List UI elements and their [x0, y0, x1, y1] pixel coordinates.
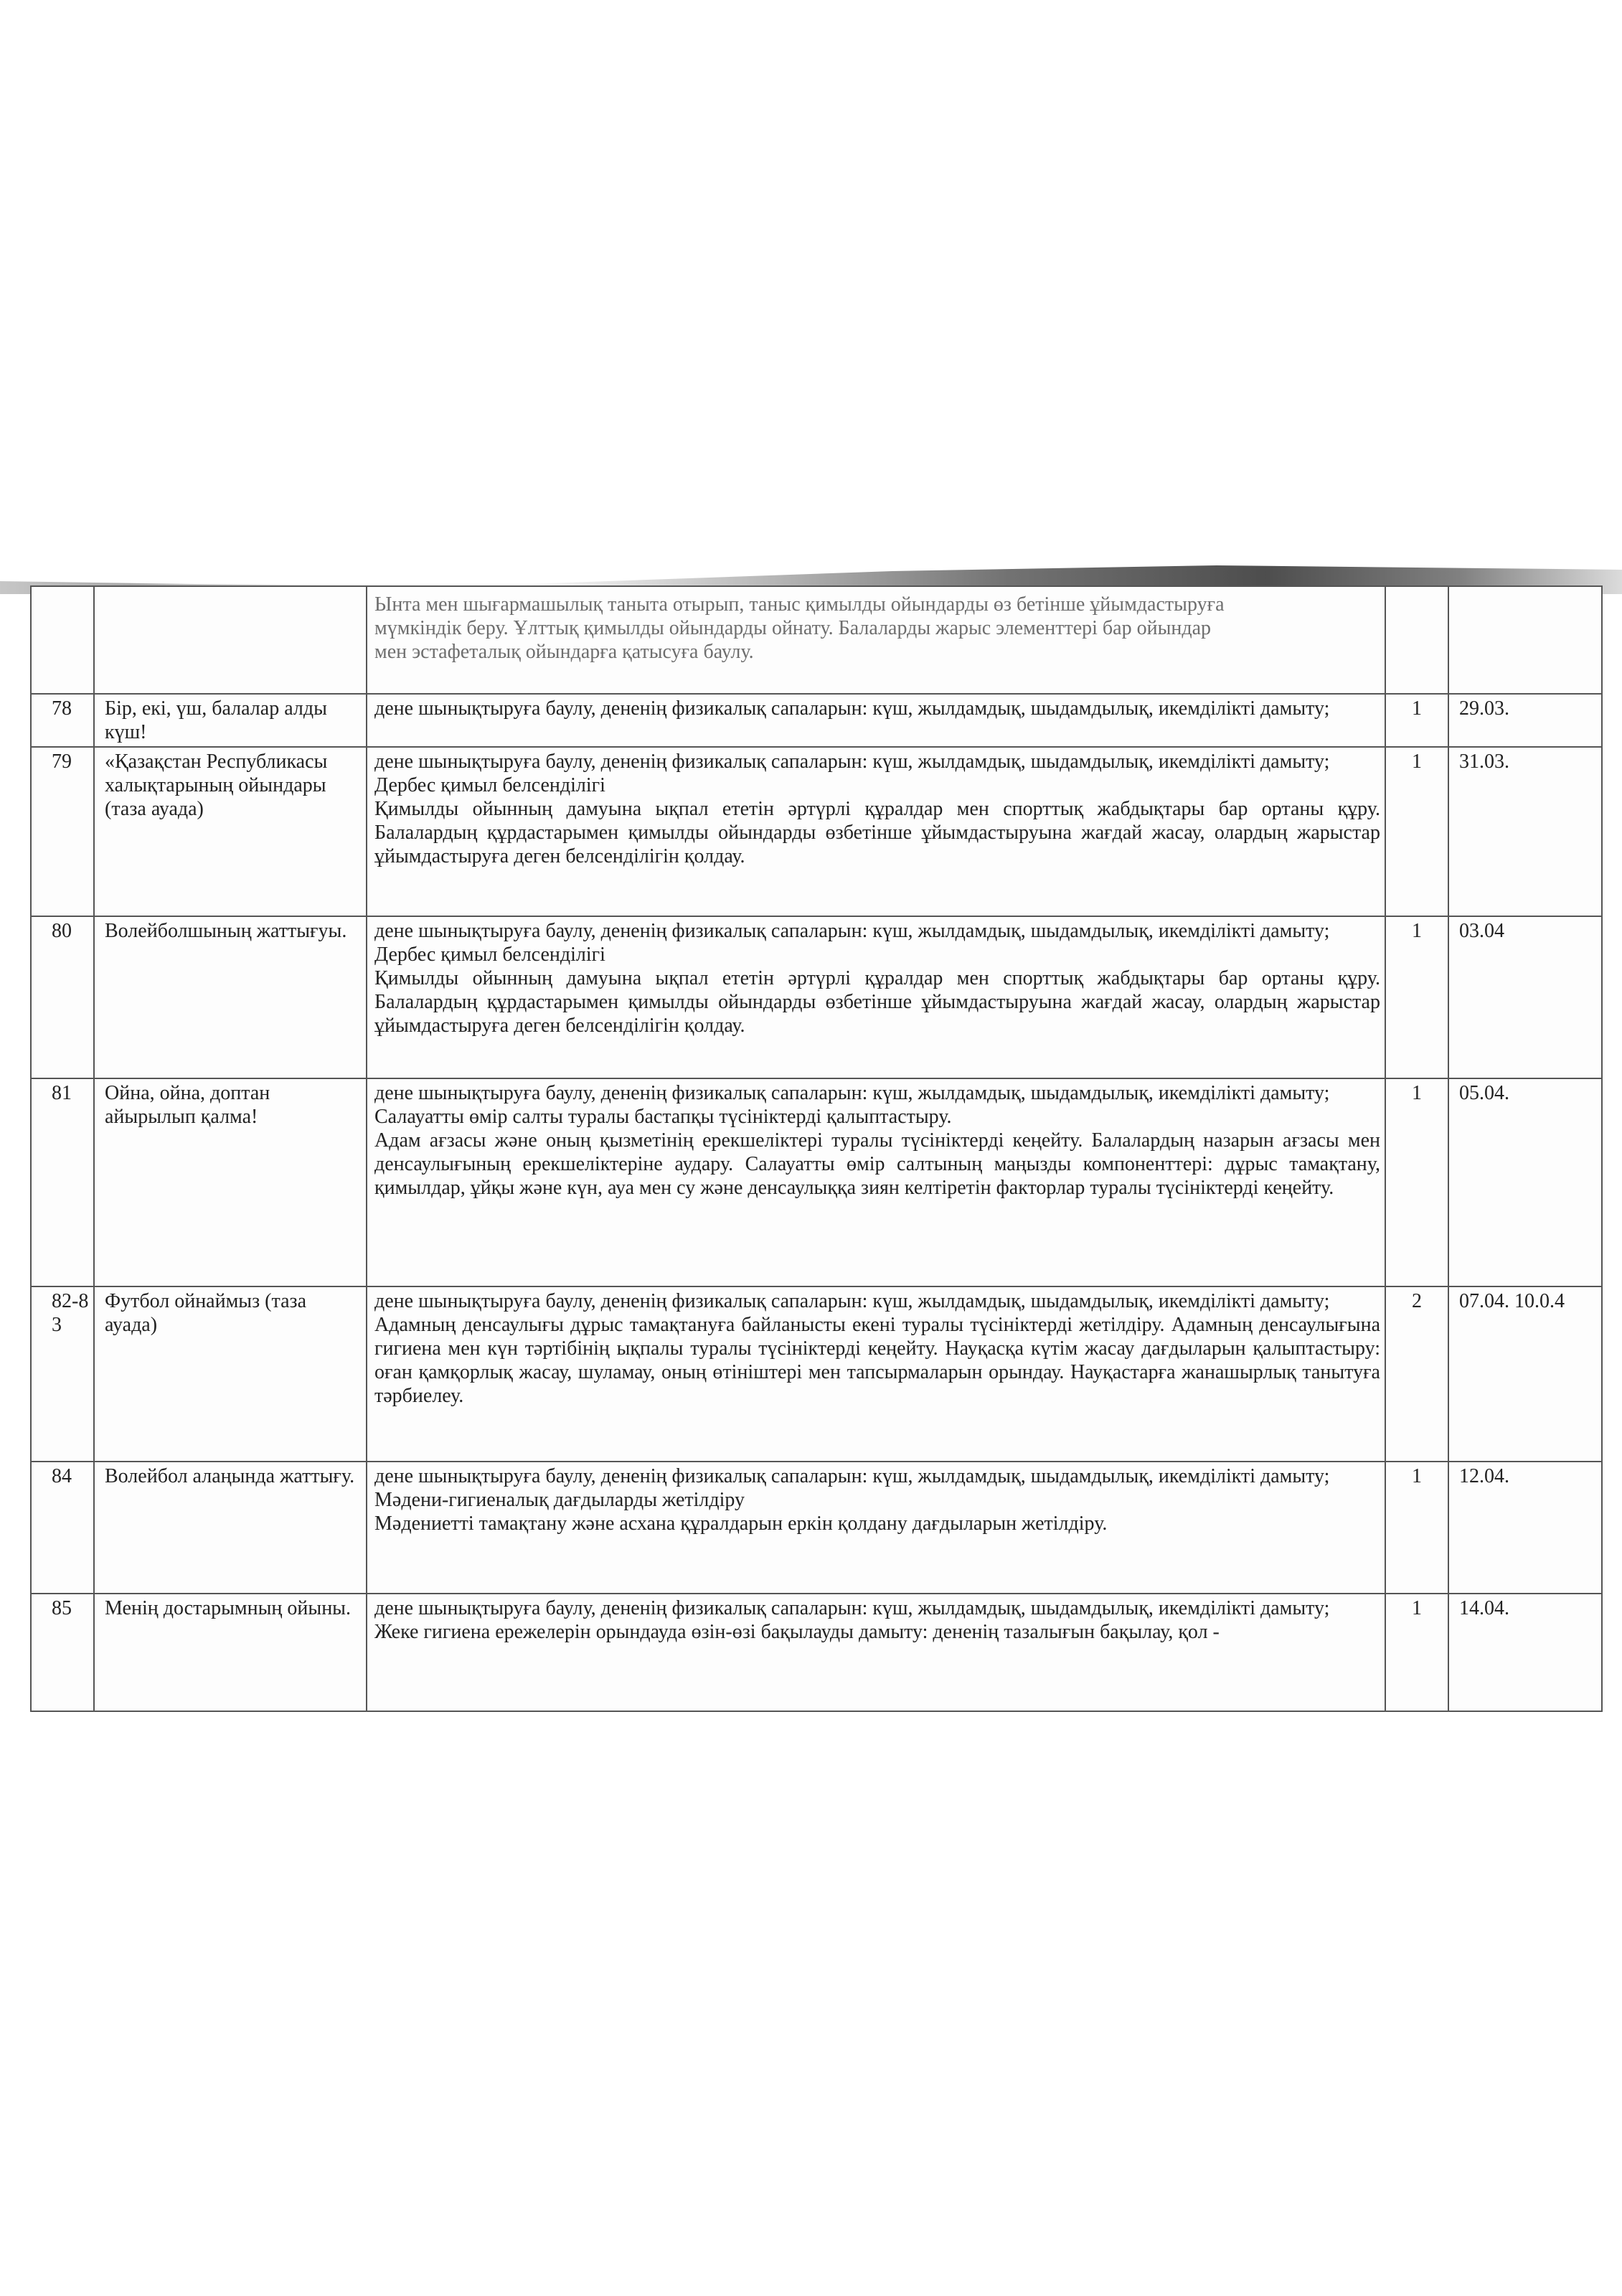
row-content-cell	[367, 1286, 1385, 1462]
row-date-cell	[1448, 586, 1602, 694]
content-paragraph: Мәдени-гигиеналық дағдыларды жетілдіру	[374, 1489, 745, 1511]
lesson-plan-table	[30, 585, 1603, 1712]
row-date: 29.03.	[1448, 694, 1602, 747]
row-date: 12.04.	[1448, 1462, 1602, 1594]
row-date: 14.04.	[1448, 1594, 1602, 1711]
row-content-cell	[367, 1462, 1385, 1594]
row-date: 07.04. 10.0.4	[1448, 1286, 1602, 1462]
row-content-cell	[367, 586, 1385, 694]
content-paragraph: Қимылды ойынның дамуына ықпал ететін әртүрлі құралдар мен спорттық жабдықтары бар ортаны құру. Балалардың құрдастарымен қимылды ойындарды өзбетінше ұйымдастыруына жағдай жасау, олардың жарыстар ұйымдастыруға деген белсенділігін қолдау.	[374, 798, 1380, 867]
row-content-cell	[367, 747, 1385, 916]
row-hours: 1	[1385, 1462, 1448, 1594]
content-paragraph: дене шынықтыруға баулу, дененің физикалық сапаларын: күш, жылдамдық, шыдамдылық, икемділікті дамыту;	[374, 920, 1330, 942]
row-hours: 1	[1385, 747, 1448, 916]
row-topic-cell	[94, 586, 367, 694]
content-paragraph: Адам ағзасы және оның қызметінің ерекшеліктері туралы түсініктерді кеңейту. Балалардың назарын ағзасы мен денсаулығының ерекшеліктеріне аудару. Салауатты өмір салтының маңызды компоненттері: дұрыс тамақтану, қимылдар, ұйқы және күн, ауа мен су және денсаулыққа зиян келтіретін факторлар туралы түсініктерді кеңейту.	[374, 1129, 1380, 1199]
row-content-cell	[367, 1078, 1385, 1286]
row-content-cell	[367, 916, 1385, 1078]
row-topic: «Қазақстан Республикасы халықтарының ойындары (таза ауада)	[94, 747, 367, 916]
content-paragraph: дене шынықтыруға баулу, дененің физикалық сапаларын: күш, жылдамдық, шыдамдылық, икемділікті дамыту;	[374, 1082, 1330, 1104]
content-line: мүмкіндік беру. Ұлттық қимылды ойындарды ойнату. Балаларды жарыс элементтері бар ойындар	[374, 617, 1212, 639]
row-hours: 1	[1385, 694, 1448, 747]
row-number: 84	[31, 1462, 94, 1594]
content-paragraph: дене шынықтыруға баулу, дененің физикалық сапаларын: күш, жылдамдық, шыдамдылық, икемділікті дамыту;	[374, 751, 1330, 773]
content-paragraph: Дербес қимыл белсенділігі	[374, 774, 605, 796]
content-paragraph: дене шынықтыруға баулу, дененің физикалық сапаларын: күш, жылдамдық, шыдамдылық, икемділікті дамыту;	[374, 697, 1330, 720]
row-topic: Футбол ойнаймыз (таза ауада)	[94, 1286, 367, 1462]
row-number: 79	[31, 747, 94, 916]
row-hours: 1	[1385, 1078, 1448, 1286]
row-hours: 2	[1385, 1286, 1448, 1462]
content-paragraph: дене шынықтыруға баулу, дененің физикалық сапаларын: күш, жылдамдық, шыдамдылық, икемділікті дамыту;	[374, 1465, 1330, 1487]
table-row	[31, 916, 1602, 1078]
content-paragraph: Дербес қимыл белсенділігі	[374, 944, 605, 966]
row-hours: 1	[1385, 916, 1448, 1078]
row-number: 81	[31, 1078, 94, 1286]
row-number: 80	[31, 916, 94, 1078]
row-hours: 1	[1385, 1594, 1448, 1711]
row-topic: Бір, екі, үш, балалар алды күш!	[94, 694, 367, 747]
row-date: 05.04.	[1448, 1078, 1602, 1286]
row-topic: Ойна, ойна, доптан айырылып қалма!	[94, 1078, 367, 1286]
table-row-continuation	[31, 586, 1602, 694]
row-content-cell	[367, 1594, 1385, 1711]
table-row	[31, 1462, 1602, 1594]
content-paragraph: дене шынықтыруға баулу, дененің физикалық сапаларын: күш, жылдамдық, шыдамдылық, икемділікті дамыту;	[374, 1290, 1330, 1312]
row-topic: Волейбол алаңында жаттығу.	[94, 1462, 367, 1594]
content-paragraph: Адамның денсаулығы дұрыс тамақтануға байланысты екені туралы түсініктерді жетілдіру. Адамның денсаулығына гигиена мен күн тәртібінің ықпалы туралы түсініктерді кеңейту. Науқасқа күтім жасау дағдыларын қалыптастыру: оған қамқорлық жасау, шуламау, оның өтініштері мен тапсырмаларын орындау. Науқастарға жанашырлық танытуға тәрбиелеу.	[374, 1314, 1380, 1407]
content-paragraph: Мәдениетті тамақтану және асхана құралдарын еркін қолдану дағдыларын жетілдіру.	[374, 1512, 1108, 1535]
table-row	[31, 694, 1602, 747]
table-row	[31, 1594, 1602, 1711]
table-row	[31, 1286, 1602, 1462]
row-number: 82-83	[31, 1286, 94, 1462]
content-paragraph: Салауатты өмір салты туралы бастапқы түсініктерді қалыптастыру.	[374, 1106, 952, 1128]
row-content-cell	[367, 694, 1385, 747]
content-paragraph: Қимылды ойынның дамуына ықпал ететін әртүрлі құралдар мен спорттық жабдықтары бар ортаны құру. Балалардың құрдастарымен қимылды ойындарды өзбетінше ұйымдастыруына жағдай жасау, олардың жарыстар ұйымдастыруға деген белсенділігін қолдау.	[374, 967, 1380, 1037]
lesson-plan-sheet	[30, 585, 1601, 1709]
content-line: мен эстафеталық ойындарға қатысуға баулу.	[374, 641, 754, 663]
content-paragraph: дене шынықтыруға баулу, дененің физикалық сапаларын: күш, жылдамдық, шыдамдылық, икемділікті дамыту;	[374, 1597, 1330, 1619]
row-date: 03.04	[1448, 916, 1602, 1078]
content-paragraph: Жеке гигиена ережелерін орындауда өзін-өзі бақылауды дамыту: дененің тазалығын бақылау, қол -	[374, 1621, 1220, 1643]
row-number: 85	[31, 1594, 94, 1711]
row-date: 31.03.	[1448, 747, 1602, 916]
table-row	[31, 747, 1602, 916]
row-hours-cell	[1385, 586, 1448, 694]
content-line: Ынта мен шығармашылық таныта отырып, таныс қимылды ойындарды өз бетінше ұйымдастыруға	[374, 593, 1225, 616]
row-number: 78	[31, 694, 94, 747]
row-topic: Волейболшының жаттығуы.	[94, 916, 367, 1078]
row-topic: Менің достарымның ойыны.	[94, 1594, 367, 1711]
table-row	[31, 1078, 1602, 1286]
row-number-cell	[31, 586, 94, 694]
